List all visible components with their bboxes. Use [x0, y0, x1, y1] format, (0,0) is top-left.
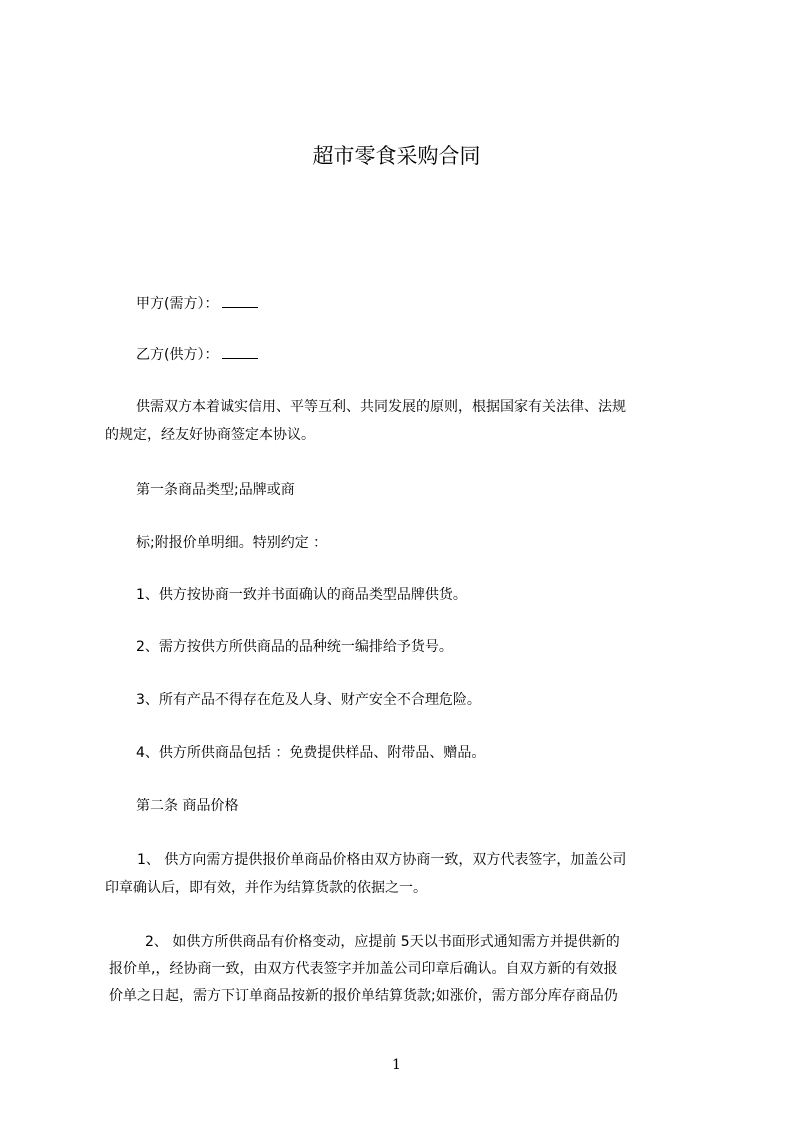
article1-item-3: 3、所有产品不得存在危及人身、财产安全不合理危险。 — [136, 692, 481, 708]
article2-clause2-line-2: 报价单,，经协商一致，由双方代表签字并加盖公司印章后确认。自双方新的有效报 — [109, 961, 618, 977]
article1-item-2: 2、需方按供方所供商品的品种统一编排给予货号。 — [136, 639, 453, 655]
article1-item-1: 1、供方按协商一致并书面确认的商品类型品牌供货。 — [136, 587, 467, 603]
preamble-line-2: 的规定，经友好协商签定本协议。 — [105, 427, 315, 443]
article2-clause2-line-3: 价单之日起，需方下订单商品按新的报价单结算货款;如涨价，需方部分库存商品仍 — [109, 988, 618, 1004]
article2-clause1-line-2: 印章确认后，即有效，并作为结算货款的依据之一。 — [105, 880, 427, 896]
preamble-line-1: 供需双方本着诚实信用、平等互利、共同发展的原则，根据国家有关法律、法规 — [136, 399, 626, 415]
party-b-blank — [222, 346, 258, 359]
article1-heading: 第一条商品类型;品牌或商 — [136, 482, 295, 498]
article2-clause2-line-1: 2、 如供方所供商品有价格变动，应提前 5天以书面形式通知需方并提供新的 — [145, 934, 620, 950]
party-a-blank — [222, 295, 258, 308]
party-a-line — [136, 295, 258, 313]
article2-heading: 第二条 商品价格 — [136, 798, 239, 814]
page-number: 1 — [392, 1057, 401, 1073]
article1-item-4: 4、供方所供商品包括 ：免费提供样品、附带品、赠品。 — [136, 745, 486, 761]
document-title: 超市零食采购合同 — [312, 144, 481, 168]
party-a-label: 甲方(需方）： — [136, 296, 219, 312]
party-b-label: 乙方(供方）： — [136, 347, 219, 363]
article1-heading-cont: 标;附报价单明细。特别约定 ： — [136, 535, 328, 551]
party-b-line — [136, 346, 258, 364]
article2-clause1-line-1: 1、 供方向需方提供报价单商品价格由双方协商一致，双方代表签字，加盖公司 — [137, 852, 627, 868]
